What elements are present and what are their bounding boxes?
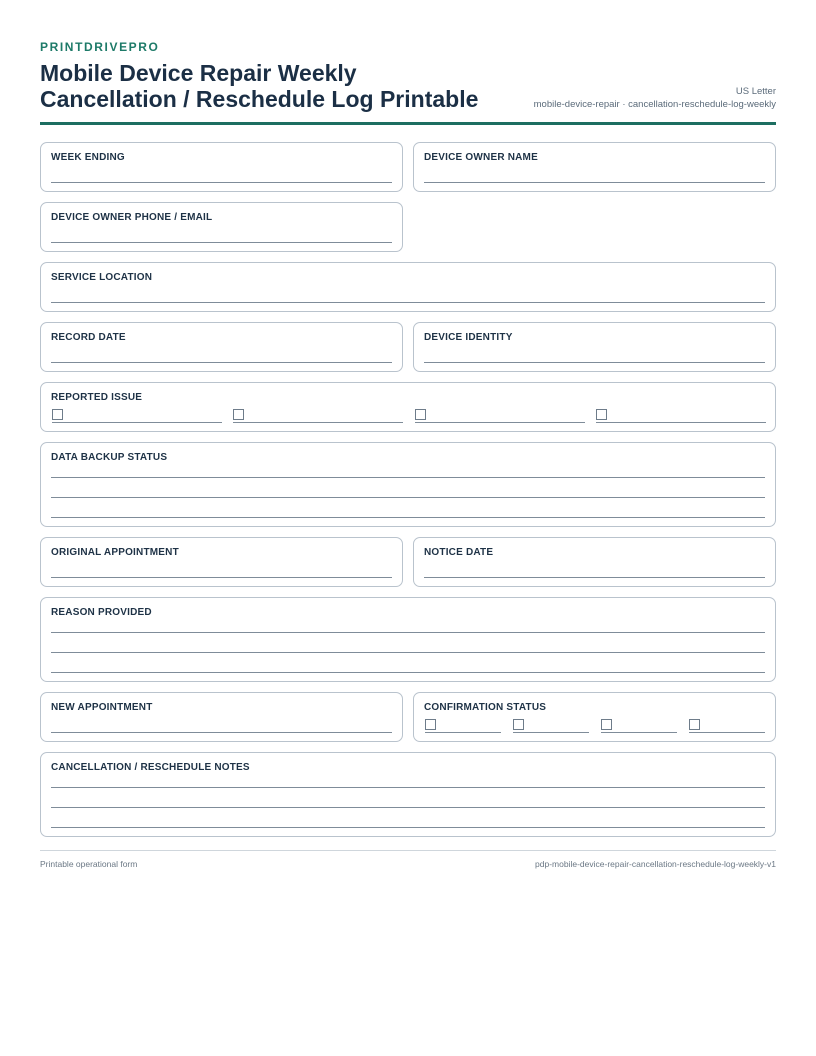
footer-divider bbox=[40, 850, 776, 851]
confirmation-status-option-line[interactable] bbox=[601, 732, 677, 733]
page-meta bbox=[534, 85, 776, 111]
reason-provided-line[interactable] bbox=[51, 632, 765, 633]
notes-line[interactable] bbox=[51, 787, 765, 788]
device-owner-name-input[interactable] bbox=[424, 182, 765, 183]
reason-provided-line[interactable] bbox=[51, 672, 765, 673]
reported-issue-checkbox[interactable] bbox=[415, 409, 426, 420]
data-backup-status-line[interactable] bbox=[51, 517, 765, 518]
brand-name: PRINTDRIVEPRO bbox=[40, 40, 160, 54]
paper-size: US Letter bbox=[735, 86, 776, 97]
header-divider bbox=[40, 122, 776, 125]
reported-issue-checkbox[interactable] bbox=[596, 409, 607, 420]
title-line-2: Cancellation / Reschedule Log Printable bbox=[40, 86, 479, 112]
data-backup-status-field bbox=[40, 442, 776, 527]
device-owner-name-field bbox=[413, 142, 776, 192]
reported-issue-label: REPORTED ISSUE bbox=[51, 392, 143, 403]
page-title bbox=[40, 60, 520, 112]
form-id: pdp-mobile-device-repair-cancellation-reschedule-log-weekly-v1 bbox=[535, 859, 776, 869]
data-backup-status-line[interactable] bbox=[51, 477, 765, 478]
notice-date-field bbox=[413, 537, 776, 587]
device-owner-contact-label: DEVICE OWNER PHONE / EMAIL bbox=[51, 212, 213, 223]
footer-left-text: Printable operational form bbox=[40, 859, 138, 869]
device-owner-contact-input[interactable] bbox=[51, 242, 392, 243]
reason-provided-field bbox=[40, 597, 776, 682]
confirmation-status-label: CONFIRMATION STATUS bbox=[424, 702, 547, 713]
service-location-label: SERVICE LOCATION bbox=[51, 272, 153, 283]
device-identity-field bbox=[413, 322, 776, 372]
reason-provided-label: REASON PROVIDED bbox=[51, 607, 152, 618]
reason-provided-line[interactable] bbox=[51, 652, 765, 653]
notes-label: CANCELLATION / RESCHEDULE NOTES bbox=[51, 762, 250, 773]
reported-issue-field bbox=[40, 382, 776, 432]
week-ending-input[interactable] bbox=[51, 182, 392, 183]
device-identity-label: DEVICE IDENTITY bbox=[424, 332, 513, 343]
notice-date-label: NOTICE DATE bbox=[424, 547, 494, 558]
new-appointment-label: NEW APPOINTMENT bbox=[51, 702, 153, 713]
original-appointment-field bbox=[40, 537, 403, 587]
reported-issue-option-line[interactable] bbox=[233, 422, 403, 423]
device-owner-contact-field bbox=[40, 202, 403, 252]
reported-issue-checkbox[interactable] bbox=[52, 409, 63, 420]
reported-issue-option-line[interactable] bbox=[52, 422, 222, 423]
week-ending-label: WEEK ENDING bbox=[51, 152, 125, 163]
new-appointment-field bbox=[40, 692, 403, 742]
original-appointment-label: ORIGINAL APPOINTMENT bbox=[51, 547, 179, 558]
title-line-1: Mobile Device Repair Weekly bbox=[40, 60, 357, 86]
confirmation-status-checkbox[interactable] bbox=[689, 719, 700, 730]
confirmation-status-option-line[interactable] bbox=[513, 732, 589, 733]
service-location-field bbox=[40, 262, 776, 312]
data-backup-status-line[interactable] bbox=[51, 497, 765, 498]
notice-date-input[interactable] bbox=[424, 577, 765, 578]
confirmation-status-checkbox[interactable] bbox=[601, 719, 612, 730]
confirmation-status-field bbox=[413, 692, 776, 742]
data-backup-status-label: DATA BACKUP STATUS bbox=[51, 452, 168, 463]
form-slug: mobile-device-repair · cancellation-reschedule-log-weekly bbox=[533, 99, 776, 110]
device-identity-input[interactable] bbox=[424, 362, 765, 363]
confirmation-status-checkbox[interactable] bbox=[513, 719, 524, 730]
reported-issue-checkbox[interactable] bbox=[233, 409, 244, 420]
original-appointment-input[interactable] bbox=[51, 577, 392, 578]
notes-line[interactable] bbox=[51, 827, 765, 828]
confirmation-status-option-line[interactable] bbox=[689, 732, 765, 733]
week-ending-field bbox=[40, 142, 403, 192]
service-location-input[interactable] bbox=[51, 302, 765, 303]
record-date-field bbox=[40, 322, 403, 372]
notes-field bbox=[40, 752, 776, 837]
record-date-input[interactable] bbox=[51, 362, 392, 363]
notes-line[interactable] bbox=[51, 807, 765, 808]
confirmation-status-checkbox[interactable] bbox=[425, 719, 436, 730]
reported-issue-option-line[interactable] bbox=[596, 422, 766, 423]
record-date-label: RECORD DATE bbox=[51, 332, 126, 343]
new-appointment-input[interactable] bbox=[51, 732, 392, 733]
device-owner-name-label: DEVICE OWNER NAME bbox=[424, 152, 538, 163]
reported-issue-option-line[interactable] bbox=[415, 422, 585, 423]
confirmation-status-option-line[interactable] bbox=[425, 732, 501, 733]
